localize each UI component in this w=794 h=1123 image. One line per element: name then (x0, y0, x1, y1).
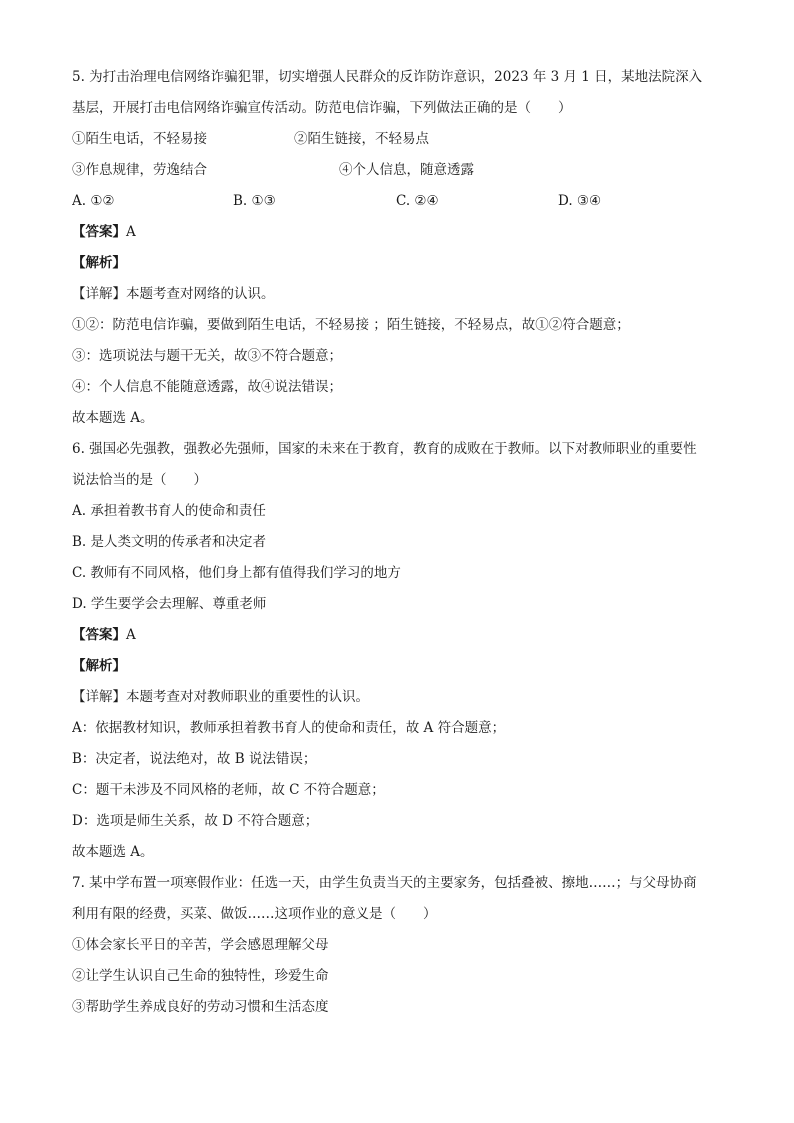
q5-options-row-1 (72, 124, 732, 155)
q5-detail (72, 279, 732, 310)
q7-option-2: ②让学生认识自己生命的独特性，珍爱生命 (72, 968, 329, 984)
q6-explanation-3: C：题干未涉及不同风格的老师，故 C 不符合题意； (72, 782, 385, 798)
q5-choice-a: A. ①② (72, 193, 115, 209)
detail-text: 本题考查对网络的认识。 (126, 286, 275, 302)
q6-analysis (72, 651, 732, 682)
q5-option-1: ①陌生电话，不轻易接 (72, 131, 207, 147)
q6-choice-c: C. 教师有不同风格，他们身上都有值得我们学习的地方 (72, 565, 401, 581)
q5-conclusion: 故本题选 A。 (72, 410, 154, 426)
q5-analysis (72, 248, 732, 279)
q6-choice-d: D. 学生要学会去理解、尊重老师 (72, 596, 267, 612)
q5-option-2: ②陌生链接，不轻易点 (294, 131, 429, 147)
q5-answer (72, 217, 732, 248)
q5-choice-d: D. ③④ (558, 193, 602, 209)
q6-answer (72, 620, 732, 651)
q6-explanation-4: D：选项是师生关系，故 D 不符合题意； (72, 813, 319, 829)
document-page (72, 62, 732, 1023)
detail-text: 本题考查对对教师职业的重要性的认识。 (126, 689, 369, 705)
detail-tag: 【详解】 (72, 286, 126, 302)
q6-choice-a: A. 承担着教书育人的使命和责任 (72, 503, 266, 519)
q5-explanation-3: ④：个人信息不能随意透露，故④说法错误； (72, 379, 342, 395)
answer-value: A (126, 224, 136, 240)
analysis-tag: 【解析】 (72, 658, 126, 674)
q5-choice-c: C. ②④ (396, 193, 439, 209)
q7-option-3: ③帮助学生养成良好的劳动习惯和生活态度 (72, 999, 329, 1015)
answer-value: A (126, 627, 136, 643)
q5-explanation-2: ③：选项说法与题干无关，故③不符合题意； (72, 348, 342, 364)
answer-tag: 【答案】 (72, 224, 126, 240)
q6-detail (72, 682, 732, 713)
answer-tag: 【答案】 (72, 627, 126, 643)
q7-stem-line-2: 利用有限的经费，买菜、做饭……这项作业的意义是（ ） (72, 906, 437, 922)
analysis-tag: 【解析】 (72, 255, 126, 271)
q5-choice-b: B. ①③ (233, 193, 276, 209)
q7-option-1: ①体会家长平日的辛苦，学会感恩理解父母 (72, 937, 329, 953)
q5-option-3: ③作息规律，劳逸结合 (72, 162, 207, 178)
q7-stem-line-1: 7. 某中学布置一项寒假作业：任选一天，由学生负责当天的主要家务，包括叠被、擦地……；与父母协商 (72, 875, 697, 891)
q5-choices-row (72, 186, 732, 217)
q5-options-row-2 (72, 155, 732, 186)
q6-explanation-2: B：决定者，说法绝对，故 B 说法错误； (72, 751, 317, 767)
q5-explanation-1: ①②：防范电信诈骗，要做到陌生电话，不轻易接 ；陌生链接，不轻易点，故①②符合题意； (72, 317, 630, 333)
q5-stem-line-2: 基层，开展打击电信网络诈骗宣传活动。防范电信诈骗，下列做法正确的是（ ） (72, 100, 572, 116)
q6-stem-line-2: 说法恰当的是（ ） (72, 472, 207, 488)
q6-conclusion: 故本题选 A。 (72, 844, 154, 860)
detail-tag: 【详解】 (72, 689, 126, 705)
q6-choice-b: B. 是人类文明的传承者和决定者 (72, 534, 267, 550)
q6-explanation-1: A：依据教材知识，教师承担着教书育人的使命和责任，故 A 符合题意； (72, 720, 506, 736)
q5-option-4: ④个人信息，随意透露 (339, 162, 474, 178)
q6-stem-line-1: 6. 强国必先强教，强教必先强师，国家的未来在于教育，教育的成败在于教师。以下对教师职业的重要性 (72, 441, 697, 457)
q5-stem-line-1: 5. 为打击治理电信网络诈骗犯罪，切实增强人民群众的反诈防诈意识，2023 年 3 月 1 日，某地法院深入 (72, 69, 703, 85)
